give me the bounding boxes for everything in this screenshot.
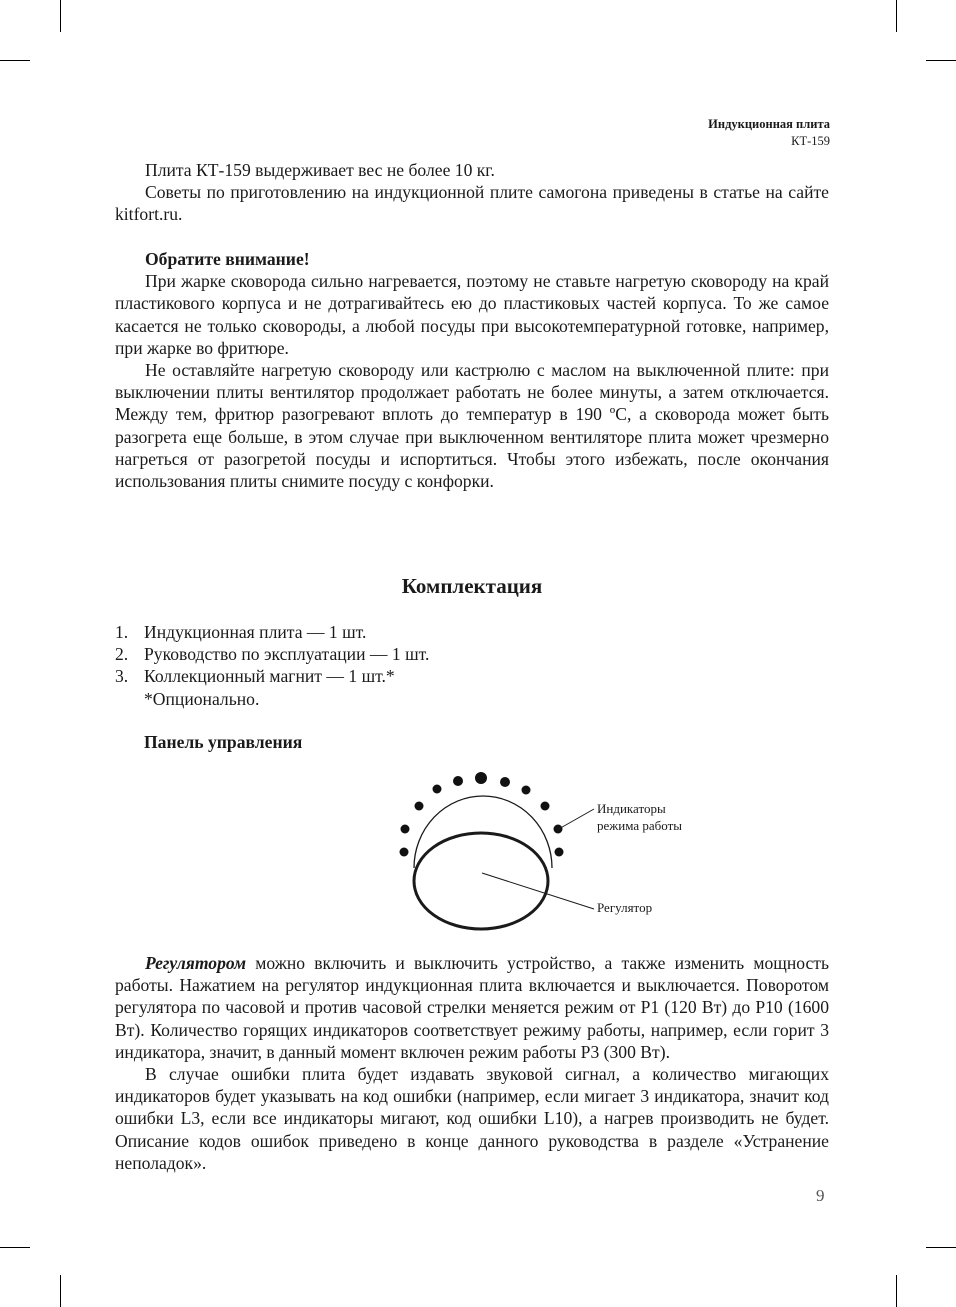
- indicator-dot: [541, 802, 550, 811]
- regulator-paragraph: [115, 952, 829, 1063]
- list-item-number: 1.: [115, 622, 129, 642]
- regulator-emphasis: Регулятором: [145, 953, 247, 973]
- indicator-dot: [401, 825, 410, 834]
- indicators-leader-line: [557, 809, 594, 830]
- regulator-block: [115, 952, 829, 1174]
- running-header-title: Индукционная плита: [708, 117, 830, 131]
- indicator-center-dot: [475, 772, 487, 784]
- error-paragraph: В случае ошибки плита будет издавать звуковой сигнал, а количество мигающих индикаторов будет указывать на код ошибки (например, если мигает 3 индикатора, значит код ошибки L3, если все индикаторы мигают, код ошибки L10), а нагрев производить не будет. Описание кодов ошибок приведено в конце данного руководства в разделе «Устранение неполадок».: [115, 1064, 829, 1173]
- indicator-dot: [415, 802, 424, 811]
- list-item-text: Руководство по эксплуатации — 1 шт.: [144, 644, 430, 665]
- list-item-text: Индукционная плита — 1 шт.: [144, 622, 367, 642]
- regulator-paragraph-text: можно включить и выключить устройство, а также изменить мощность работы. Нажатием на регулятор индукционная плита включается и выключается. Поворотом регулятора по часовой и против часовой стрелки меняется режим от Р1 (120 Вт) до Р10 (1600 Вт). Количество горящих индикаторов соответствует режиму работы, например, если горит 3 индикатора, значит, в данный момент включен режим работы Р3 (300 Вт).: [115, 953, 829, 1062]
- attention-paragraph: При жарке сковорода сильно нагревается, поэтому не ставьте нагретую сковороду на край пластикового корпуса и не дотрагивайтесь ею до пластиковых частей корпуса. То же самое касается не только сковороды, а любой посуды при высокотемпературной готовке, например, при жарке во фритюре.: [115, 271, 829, 358]
- list-item-number: 2.: [115, 644, 129, 665]
- indicator-dot: [555, 848, 564, 857]
- running-header-model: КТ-159: [791, 134, 830, 148]
- indicator-dot: [453, 776, 463, 786]
- indicator-dot: [400, 848, 409, 857]
- indicator-dots: [400, 772, 564, 857]
- attention-paragraph: Не оставляйте нагретую сковороду или кастрюлю с маслом на выключенной плите: при выключении плиты вентилятор продолжает работать не более минуты, а затем отключается. Между тем, фритюр разогревают вплоть до температур в 190 ºС, а сковорода может быть разогрета еще больше, в этом случае при выключенном вентиляторе плита может чрезмерно нагреться от разогретой посуды и испортиться. Чтобы этого избежать, после окончания использования плиты снимите посуду с конфорки.: [115, 360, 829, 492]
- indicators-label-line1: Индикаторы: [597, 801, 666, 816]
- indicators-label-line2: режима работы: [597, 818, 682, 833]
- page-number: 9: [816, 1186, 825, 1205]
- indicator-dot: [500, 777, 510, 787]
- regulator-leader-line: [482, 873, 594, 909]
- regulator-knob-icon: [414, 833, 548, 929]
- indicator-dot: [522, 786, 531, 795]
- section-title-package: Комплектация: [401, 574, 543, 598]
- intro-paragraph: Плита КТ-159 выдерживает вес не более 10 кг.: [145, 160, 495, 180]
- control-panel-heading: Панель управления: [144, 732, 303, 752]
- optional-note: *Опционально.: [144, 688, 260, 709]
- indicator-dot: [433, 785, 442, 794]
- list-item-text: Коллекционный магнит — 1 шт.*: [144, 666, 395, 687]
- intro-paragraph: Советы по приготовлению на индукционной плите самогона приведены в статье на сайте kitfort.ru.: [115, 182, 829, 225]
- regulator-label: Регулятор: [597, 900, 653, 915]
- list-item-number: 3.: [115, 666, 129, 687]
- attention-heading: Обратите внимание!: [145, 249, 310, 269]
